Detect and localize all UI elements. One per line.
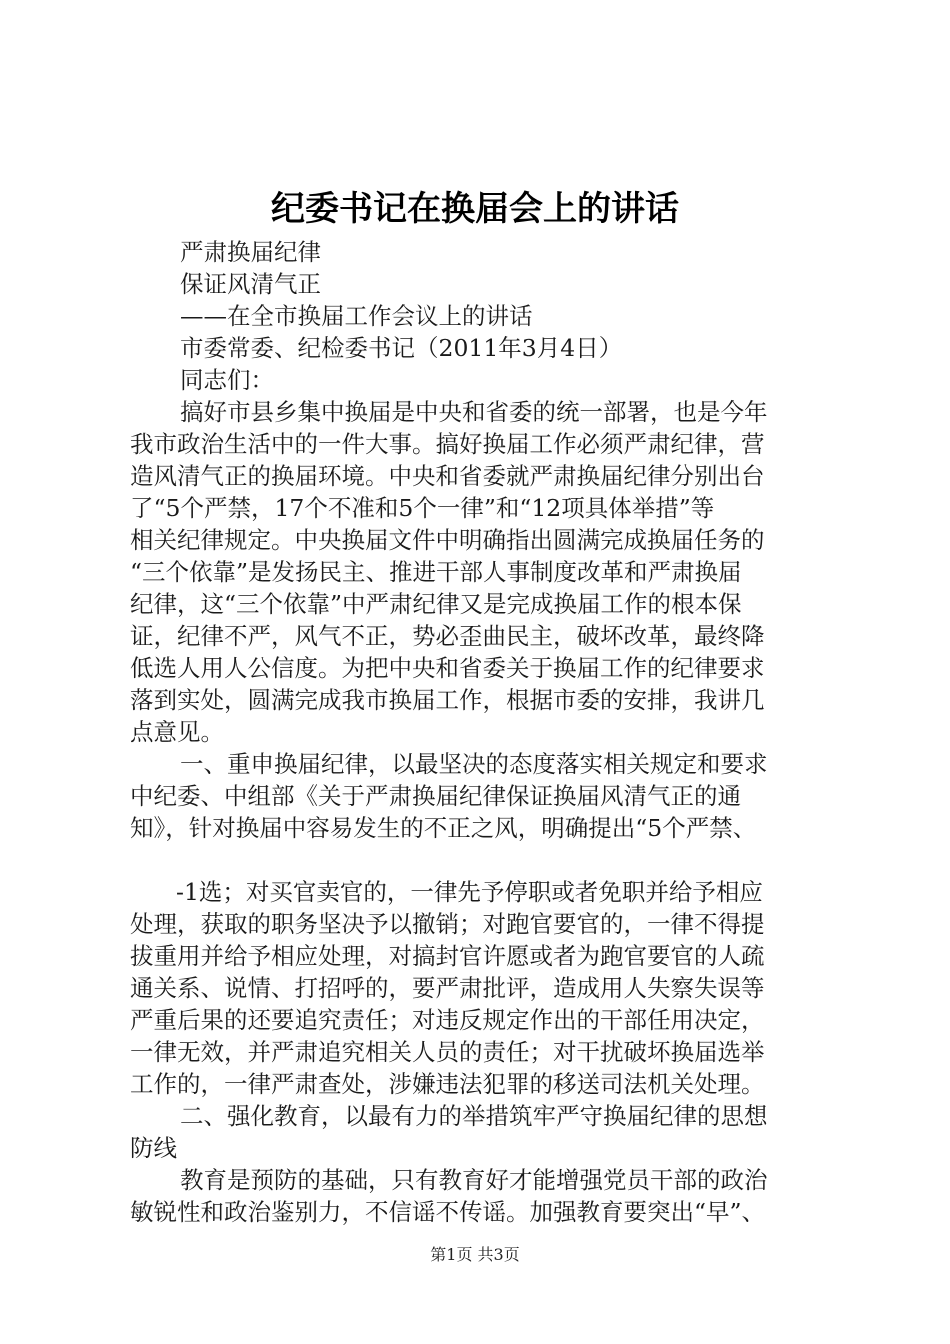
paragraph-line: -1选；对买官卖官的，一律先予停职或者免职并给予相应 <box>176 878 763 906</box>
paragraph-line: 搞好市县乡集中换届是中央和省委的统一部署，也是今年 <box>180 398 768 426</box>
paragraph-line: 严重后果的还要追究责任；对违反规定作出的干部任用决定， <box>130 1006 765 1034</box>
paragraph-line: 通关系、说情、打招呼的，要严肃批评，造成用人失察失误等 <box>130 974 765 1002</box>
section-heading: 一、重申换届纪律，以最坚决的态度落实相关规定和要求 <box>180 750 768 778</box>
speaker-line: 市委常委、纪检委书记（2011年3月4日） <box>180 334 623 362</box>
paragraph-line: 敏锐性和政治鉴别力，不信谣不传谣。加强教育要突出“早”、 <box>130 1198 766 1226</box>
paragraph-line: 知》，针对换届中容易发生的不正之风，明确提出“5个严禁、 <box>130 814 757 842</box>
paragraph-line: 我市政治生活中的一件大事。搞好换届工作必须严肃纪律，营 <box>130 430 765 458</box>
paragraph-line: “三个依靠”是发扬民主、推进干部人事制度改革和严肃换届 <box>130 558 742 586</box>
paragraph-line: 一律无效，并严肃追究相关人员的责任；对干扰破坏换届选举 <box>130 1038 765 1066</box>
page-footer: 第1页 共3页 <box>430 1245 520 1264</box>
document-title: 纪委书记在换届会上的讲话 <box>271 189 679 229</box>
paragraph-line: 证，纪律不严，风气不正，势必歪曲民主，破坏改革，最终降 <box>130 622 765 650</box>
salutation-line: 同志们： <box>180 366 274 394</box>
subtitle-line: ——在全市换届工作会议上的讲话 <box>180 302 533 330</box>
paragraph-line: 中纪委、中组部《关于严肃换届纪律保证换届风清气正的通 <box>130 782 741 810</box>
paragraph-line: 低选人用人公信度。为把中央和省委关于换届工作的纪律要求 <box>130 654 765 682</box>
paragraph-line: 拔重用并给予相应处理，对搞封官许愿或者为跑官要官的人疏 <box>130 942 765 970</box>
paragraph-line: 了“5个严禁，17个不准和5个一律”和“12项具体举措”等 <box>130 494 715 522</box>
subtitle-line: 保证风清气正 <box>180 270 321 298</box>
paragraph-line: 教育是预防的基础，只有教育好才能增强党员干部的政治 <box>180 1166 768 1194</box>
paragraph-line: 工作的，一律严肃查处，涉嫌违法犯罪的移送司法机关处理。 <box>130 1070 765 1098</box>
section-heading-continued: 防线 <box>130 1134 177 1162</box>
paragraph-line: 造风清气正的换届环境。中央和省委就严肃换届纪律分别出台 <box>130 462 765 490</box>
paragraph-line: 纪律，这“三个依靠”中严肃纪律又是完成换届工作的根本保 <box>130 590 742 618</box>
section-heading: 二、强化教育，以最有力的举措筑牢严守换届纪律的思想 <box>180 1102 768 1130</box>
paragraph-line: 落到实处，圆满完成我市换届工作，根据市委的安排，我讲几 <box>130 686 765 714</box>
paragraph-line: 相关纪律规定。中央换届文件中明确指出圆满完成换届任务的 <box>130 526 765 554</box>
paragraph-line: 处理，获取的职务坚决予以撤销；对跑官要官的，一律不得提 <box>130 910 765 938</box>
subtitle-line: 严肃换届纪律 <box>180 238 321 266</box>
paragraph-line: 点意见。 <box>130 718 224 746</box>
